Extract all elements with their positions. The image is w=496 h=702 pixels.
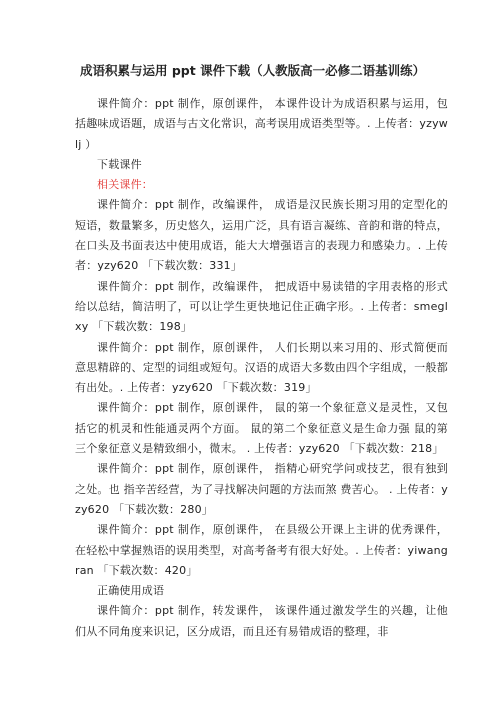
- related-heading: 相关课件：: [97, 178, 153, 192]
- related-item: 课件简介：ppt 制作，改编课件， 把成语中易读错的字用表格的形式给以总结，简洁明了，可以让学生更快地记住正确字形。. 上传者：smeglxy 「下载次数：198」: [75, 279, 448, 334]
- section-heading[interactable]: 正确使用成语: [97, 584, 165, 598]
- download-link[interactable]: 下载课件: [97, 157, 142, 171]
- related-item: 课件简介：ppt 制作，原创课件， 鼠的第一个象征意义是灵性，又包括它的机灵和性能通灵两个方面。 鼠的第二个象征意义是生命力强 鼠的第三个象征意义是精致细小，微末。 . 上传者：yzy620 「下载次数：218」: [75, 401, 448, 456]
- document-title: 成语积累与运用 ppt 课件下载（人教版高一必修二语基训练）: [80, 63, 426, 78]
- related-item: 课件简介：ppt 制作，原创课件， 指精心研究学问或技艺，很有独到之处。也 指辛苦经营，为了寻找解决问题的方法而煞 费苦心。 . 上传者：yzy620 「下载次数：280」: [75, 462, 448, 516]
- document-body: [75, 94, 448, 642]
- related-item: 课件简介：ppt 制作，原创课件， 人们长期以来习用的、形式简便而意思精辟的、定型的词组或短句。汉语的成语大多数由四个字组成，一般都有出处。. 上传者：yzy620 「下载次数：319」: [75, 340, 448, 395]
- related-item: 课件简介：ppt 制作，原创课件， 在县级公开课上主讲的优秀课件，在轻松中掌握熟语的误用类型，对高考备考有很大好处。. 上传者：yiwangran 「下载次数：420」: [75, 523, 448, 577]
- intro-paragraph: 课件简介：ppt 制作，原创课件， 本课件设计为成语积累与运用，包括趣味成语题，成语与古文化常识，高考误用成语类型等。. 上传者：yzywlj ）: [75, 97, 448, 151]
- related-item: 课件简介：ppt 制作，改编课件， 成语是汉民族长期习用的定型化的短语，数量繁多，历史悠久，运用广泛，具有语言凝练、音韵和谐的特点，在口头及书面表达中使用成语，能大大增强语言的表现力和感染力。. 上传者：yzy620 「下载次数：331」: [75, 198, 448, 273]
- related-item: 课件简介：ppt 制作，转发课件， 该课件通过激发学生的兴趣，让他们从不同角度来识记，区分成语，而且还有易错成语的整理，非: [75, 604, 448, 638]
